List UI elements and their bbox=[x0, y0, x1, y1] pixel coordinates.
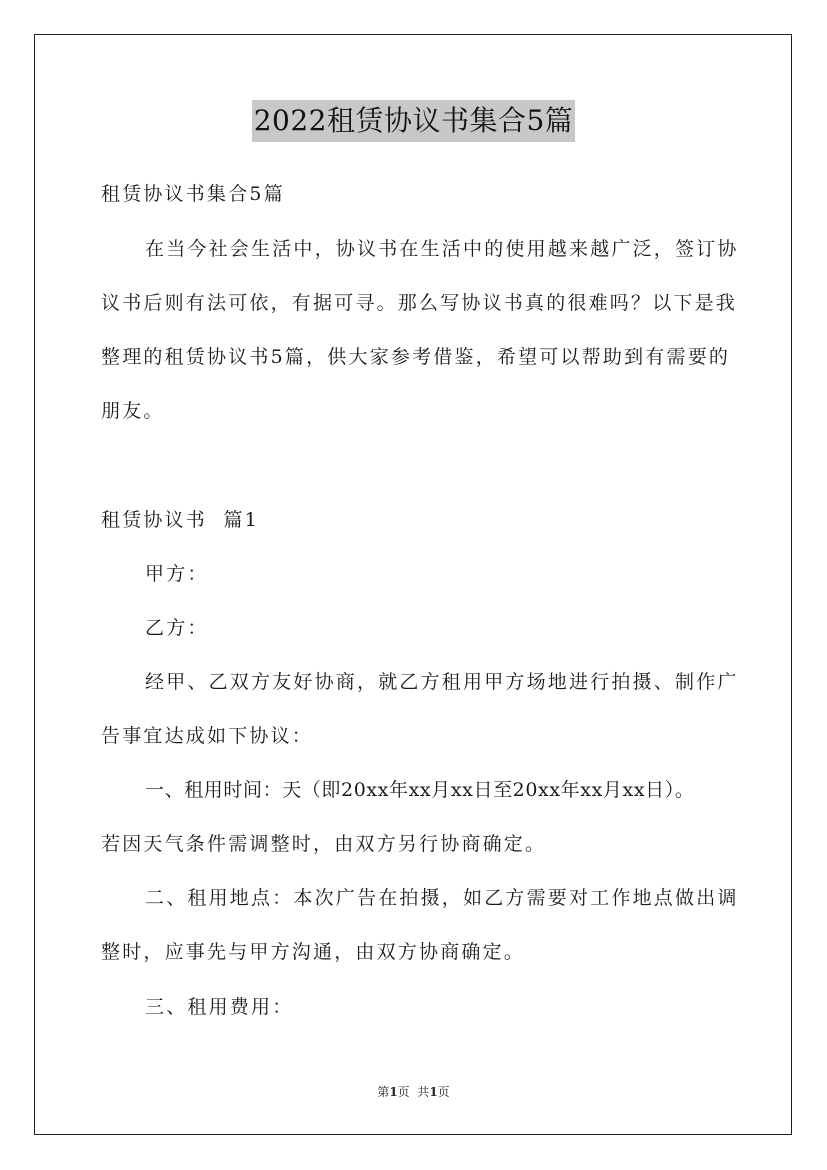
consult-line-2: 告事宜达成如下协议： bbox=[101, 725, 314, 747]
intro-line-3: 整理的租赁协议书5篇，供大家参考借鉴，希望可以帮助到有需要的 bbox=[101, 346, 731, 368]
page-footer bbox=[0, 1084, 827, 1100]
consult-line-1: 经甲、乙双方友好协商，就乙方租用甲方场地进行拍摄、制作广 bbox=[145, 671, 739, 693]
footer-prefix: 第 bbox=[377, 1085, 390, 1099]
footer-page-total: 1 bbox=[429, 1085, 438, 1099]
title-wrap bbox=[0, 100, 827, 142]
clause3-line: 三、租用费用： bbox=[145, 996, 294, 1018]
clause2-line-2: 整时，应事先与甲方沟通，由双方协商确定。 bbox=[101, 941, 526, 963]
clause1-line-2: 若因天气条件需调整时，由双方另行协商确定。 bbox=[101, 833, 547, 855]
section-heading: 租赁协议书 篇1 bbox=[101, 509, 259, 531]
footer-suffix: 页 bbox=[437, 1085, 450, 1099]
party-b-label: 乙方： bbox=[145, 617, 209, 639]
intro-line-4: 朋友。 bbox=[101, 400, 165, 422]
intro-line-2: 议书后则有法可依，有据可寻。那么写协议书真的很难吗？以下是我 bbox=[101, 292, 738, 314]
party-a-label: 甲方： bbox=[145, 563, 209, 585]
document-title: 2022租赁协议书集合5篇 bbox=[252, 100, 576, 142]
document-subtitle: 租赁协议书集合5篇 bbox=[101, 183, 285, 205]
clause2-line-1: 二、租用地点：本次广告在拍摄，如乙方需要对工作地点做出调 bbox=[145, 887, 739, 909]
footer-page-number: 1 bbox=[389, 1085, 398, 1099]
intro-line-1: 在当今社会生活中，协议书在生活中的使用越来越广泛，签订协 bbox=[145, 238, 739, 260]
clause1-line-1: 一、租用时间：天（即20xx年xx月xx日至20xx年xx月xx日）。 bbox=[145, 779, 695, 801]
footer-mid: 页 共 bbox=[397, 1085, 430, 1099]
